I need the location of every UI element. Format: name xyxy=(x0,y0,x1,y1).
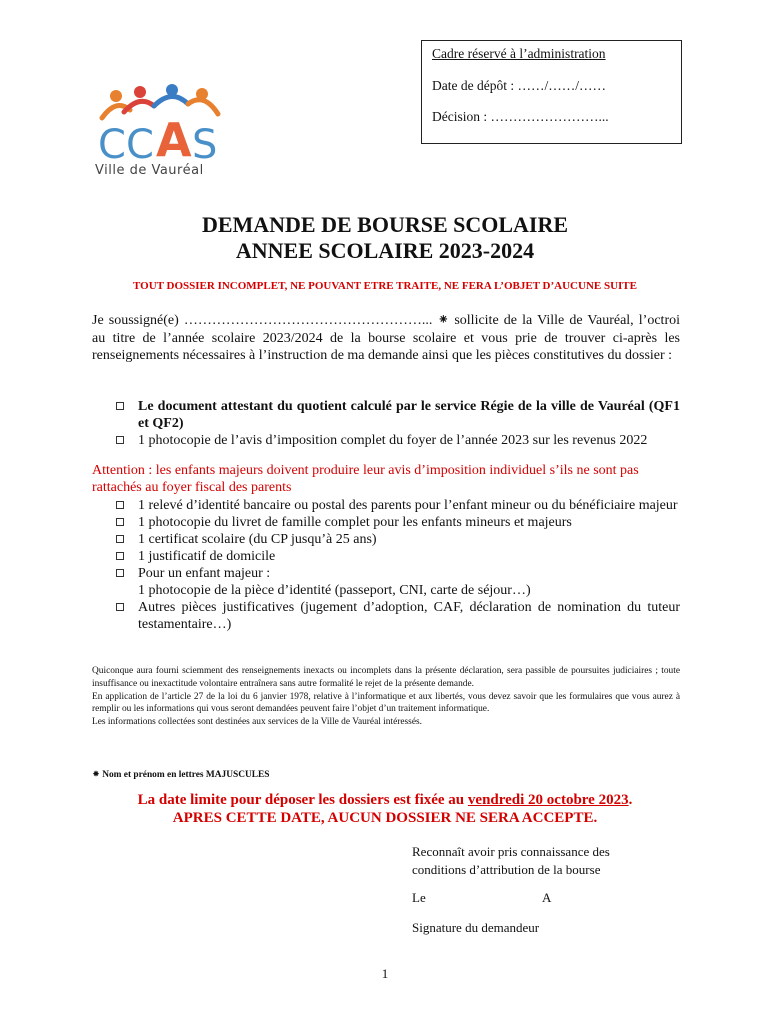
incomplete-warning: TOUT DOSSIER INCOMPLET, NE POUVANT ETRE TRAITE, NE FERA L’OBJET D’AUCUNE SUITE xyxy=(133,280,637,292)
list-item-text: 1 justificatif de domicile xyxy=(138,549,276,564)
list-item xyxy=(92,497,680,514)
date-label: Le xyxy=(412,890,426,905)
list-item-text: Pour un enfant majeur : xyxy=(138,566,271,581)
list-item-text: 1 relevé d’identité bancaire ou postal des parents pour l’enfant mineur ou du bénéficiaire majeur xyxy=(138,498,678,513)
deadline-date: vendredi 20 octobre 2023 xyxy=(467,792,629,808)
list-item xyxy=(92,432,680,449)
place-label: A xyxy=(542,890,552,905)
legal-notice xyxy=(92,665,680,729)
checkbox-icon[interactable] xyxy=(116,501,124,509)
title-line-1: DEMANDE DE BOURSE SCOLAIRE xyxy=(201,212,569,237)
deadline-suffix: . xyxy=(628,792,633,808)
list-item xyxy=(92,599,680,633)
checkbox-icon[interactable] xyxy=(116,569,124,577)
attention-note: Attention : les enfants majeurs doivent produire leur avis d’imposition individuel s’ils ne sont pas rattachés au foyer fiscal des parents xyxy=(92,463,639,495)
page-number: 1 xyxy=(381,966,389,981)
deadline-line-2: APRES CETTE DATE, AUCUN DOSSIER NE SERA ACCEPTE. xyxy=(172,810,598,826)
documents-list-2 xyxy=(92,497,680,633)
list-item-text: Le document attestant du quotient calculé par le service Régie de la ville de Vauréal (QF1 et QF2) xyxy=(138,399,680,431)
list-item xyxy=(92,548,680,565)
uppercase-note: ⁕ Nom et prénom en lettres MAJUSCULES xyxy=(92,770,270,780)
list-item-text: Autres pièces justificatives (jugement d’adoption, CAF, déclaration de nomination du tuteur testamentaire…) xyxy=(138,600,680,632)
place-date-line xyxy=(412,889,672,907)
svg-text:C: C xyxy=(126,122,154,168)
admin-decision: Décision : ……………………... xyxy=(432,109,609,125)
svg-text:C: C xyxy=(98,122,126,168)
checkbox-icon[interactable] xyxy=(116,518,124,526)
signature-label: Signature du demandeur xyxy=(412,920,540,935)
admin-box xyxy=(421,40,682,144)
list-item-text: 1 photocopie du livret de famille complet pour les enfants mineurs et majeurs xyxy=(138,515,572,530)
list-item xyxy=(92,514,680,531)
checkbox-icon[interactable] xyxy=(116,603,124,611)
admin-date: Date de dépôt : ……/……/…… xyxy=(432,77,606,93)
list-item xyxy=(92,565,680,599)
list-item-subtext: 1 photocopie de la pièce d’identité (passeport, CNI, carte de séjour…) xyxy=(138,583,531,598)
checkbox-icon[interactable] xyxy=(116,552,124,560)
svg-text:S: S xyxy=(192,122,218,168)
legal-paragraph: En application de l’article 27 de la loi du 6 janvier 1978, relative à l’informatique et aux libertés, vous devez savoir que les formulaires que vous aurez à remplir ou les informations qui vous seront demandées peuvent faire l’objet d’un traitement informatique. xyxy=(92,691,680,715)
admin-heading: Cadre réservé à l’administration xyxy=(432,46,606,61)
legal-paragraph: Quiconque aura fourni sciemment des renseignements inexacts ou incomplets dans la présente déclaration, sera passible de poursuites judiciaires ; toute insuffisance ou inexactitude volontaire entraînera sans autre formalité le rejet de la présente demande. xyxy=(92,666,680,689)
list-item-text: 1 certificat scolaire (du CP jusqu’à 25 ans) xyxy=(138,532,377,547)
list-item xyxy=(92,398,680,432)
svg-text:A: A xyxy=(156,113,192,167)
logo-subtitle: Ville de Vauréal xyxy=(95,163,204,178)
intro-paragraph: Je soussigné(e) ……………………………………………... ⁕ sollicite de la Ville de Vauréal, l’octroi au titre de l’année scolaire 2023/2024 de la bourse scolaire et vous prie de trouver ci-après les renseignements nécessaires à l’instruction de ma demande ainsi que les pièces constitutives du dossier : xyxy=(92,313,680,363)
deadline-prefix: La date limite pour déposer les dossiers est fixée au xyxy=(137,792,468,808)
checkbox-icon[interactable] xyxy=(116,402,124,410)
title-line-2: ANNEE SCOLAIRE 2023-2024 xyxy=(235,238,535,263)
documents-list-1 xyxy=(92,398,680,449)
list-item xyxy=(92,531,680,548)
deadline-line-1 xyxy=(0,792,770,809)
list-item-text: 1 photocopie de l’avis d’imposition complet du foyer de l’année 2023 sur les revenus 2022 xyxy=(138,433,648,448)
checkbox-icon[interactable] xyxy=(116,436,124,444)
checkbox-icon[interactable] xyxy=(116,535,124,543)
legal-paragraph: Les informations collectées sont destinées aux services de la Ville de Vauréal intéressés. xyxy=(92,717,422,728)
acknowledgement-text: Reconnaît avoir pris connaissance des conditions d’attribution de la bourse xyxy=(412,844,610,877)
